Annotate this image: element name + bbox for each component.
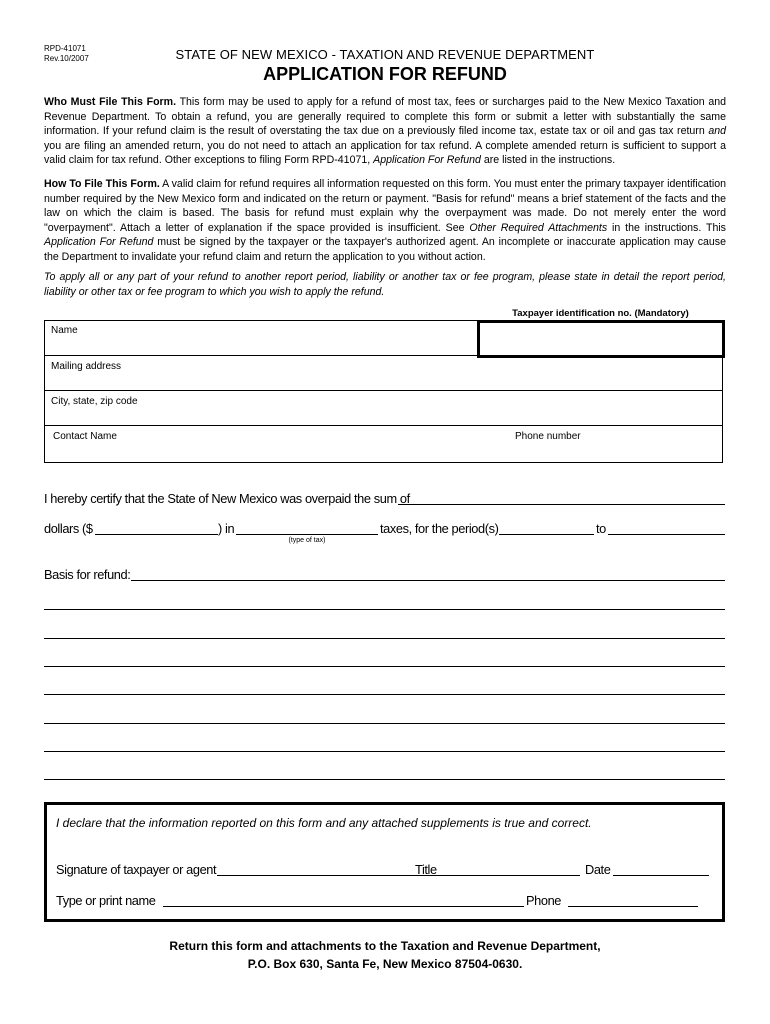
overpaid-sum-field[interactable] bbox=[398, 491, 725, 505]
how-to-file-heading: How To File This Form. bbox=[44, 178, 160, 190]
return-address-line-1: Return this form and attachments to the Taxation and Revenue Department, bbox=[169, 939, 601, 953]
phone-number-label: Phone number bbox=[515, 431, 581, 442]
title-label: Title bbox=[415, 862, 437, 877]
form-revision: Rev.10/2007 bbox=[44, 54, 89, 63]
dollar-amount-field[interactable] bbox=[95, 521, 218, 535]
period-from-field[interactable] bbox=[499, 521, 594, 535]
basis-line-7[interactable] bbox=[44, 738, 725, 752]
print-name-label: Type or print name bbox=[56, 893, 156, 908]
period-to-field[interactable] bbox=[608, 521, 725, 535]
tin-input-box[interactable] bbox=[477, 320, 725, 358]
contact-name-label: Contact Name bbox=[53, 431, 117, 442]
who-must-file-heading: Who Must File This Form. bbox=[44, 96, 177, 108]
basis-line-8[interactable] bbox=[44, 766, 725, 780]
declaration-phone-label: Phone bbox=[526, 893, 562, 908]
tin-label: Taxpayer identification no. (Mandatory) bbox=[512, 308, 689, 319]
basis-line-6[interactable] bbox=[44, 710, 725, 724]
declaration-box bbox=[44, 802, 725, 922]
return-address-line-2: P.O. Box 630, Santa Fe, New Mexico 87504-0630. bbox=[247, 957, 523, 971]
date-field[interactable] bbox=[613, 862, 709, 876]
agency-name: STATE OF NEW MEXICO - TAXATION AND REVENUE DEPARTMENT bbox=[175, 47, 595, 62]
dollars-label: dollars ($ bbox=[44, 521, 93, 536]
how-to-file-paragraph: How To File This Form. A valid claim for refund requires all information requested on this form. You must enter the primary taxpayer identification number required by the New Mexico form and indicated on the return or payment. "Basis for refund" means a brief statement of the facts and the law on which the claim is based. The basis for refund must explain why the overpayment was made. Do not merely enter the word "overpayment". Attach a letter of explanation if the space provided is insufficient. See Other Required Attachments in the instructions. This Application For Refund must be signed by the taxpayer or the taxpayer's authorized agent. An incomplete or inaccurate application may cause the Department to invalidate your refund claim and return the application to you without action. bbox=[44, 178, 726, 263]
basis-line-5[interactable] bbox=[44, 681, 725, 695]
mailing-address-field[interactable] bbox=[45, 355, 722, 391]
form-title: APPLICATION FOR REFUND bbox=[263, 64, 507, 84]
title-field[interactable] bbox=[440, 862, 580, 876]
to-label: to bbox=[596, 521, 606, 536]
tax-type-field[interactable] bbox=[236, 521, 378, 535]
city-state-zip-field[interactable] bbox=[45, 390, 722, 426]
certify-label: I hereby certify that the State of New Mexico was overpaid the sum of bbox=[44, 491, 410, 506]
basis-for-refund-label: Basis for refund: bbox=[44, 567, 131, 582]
basis-line-3[interactable] bbox=[44, 625, 725, 639]
contact-row bbox=[45, 425, 722, 464]
who-must-file-paragraph: Who Must File This Form. This form may be used to apply for a refund of most tax, fees or surcharges paid to the New Mexico Taxation and Revenue Department. To obtain a refund, you are generally required to complete this form or submit a letter with substantially the same information. If your refund claim is the result of overstating the tax due on a previously filed income tax, estate tax or oil and gas tax return and you are filing an amended return, you do not need to attach an application for tax refund. A complete amended return is sufficient to support a valid claim for tax refund. Other exceptions to filing Form RPD-41071, Application For Refund are listed in the instructions. bbox=[44, 96, 727, 167]
apply-refund-note: To apply all or any part of your refund to another report period, liability or another tax or fee program, please state in detail the report period, liability or other tax or fee program to which you wish to apply the refund. bbox=[44, 271, 726, 298]
date-label: Date bbox=[585, 862, 611, 877]
in-label: ) in bbox=[218, 521, 235, 536]
basis-line-2[interactable] bbox=[44, 596, 725, 610]
city-state-zip-label: City, state, zip code bbox=[51, 396, 138, 407]
declaration-phone-field[interactable] bbox=[568, 893, 698, 907]
form-number: RPD-41071 bbox=[44, 44, 86, 53]
print-name-field[interactable] bbox=[163, 893, 524, 907]
basis-line-4[interactable] bbox=[44, 653, 725, 667]
mailing-address-label: Mailing address bbox=[51, 361, 122, 372]
signature-label: Signature of taxpayer or agent bbox=[56, 862, 217, 877]
type-of-tax-caption: (type of tax) bbox=[288, 537, 326, 544]
name-label: Name bbox=[51, 325, 78, 336]
declaration-statement: I declare that the information reported on this form and any attached supplements is true and correct. bbox=[56, 816, 592, 830]
taxes-period-label: taxes, for the period(s) bbox=[380, 521, 499, 536]
basis-line-1[interactable] bbox=[131, 567, 725, 581]
return-address bbox=[0, 937, 770, 973]
